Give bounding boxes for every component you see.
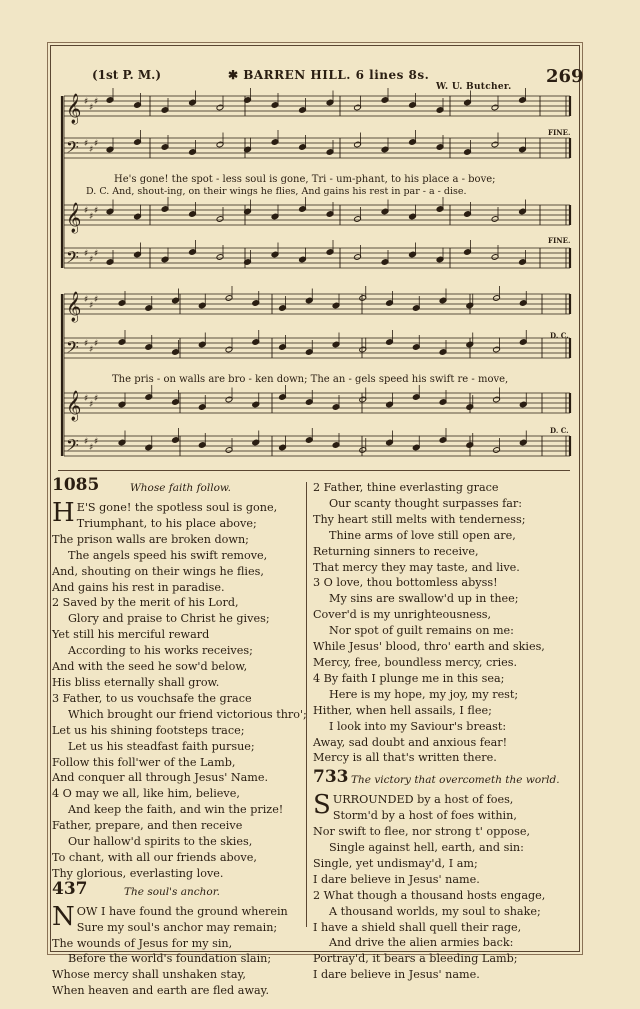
verse-line: And drive the alien armies back: <box>329 936 514 950</box>
verse-line: I look into my Saviour's breast: <box>329 719 507 733</box>
verse-line: Away, sad doubt and anxious fear! <box>313 735 508 749</box>
verse-line-text: OW I have found the ground wherein <box>76 904 288 918</box>
verse-line: Whose mercy shall unshaken stay, <box>52 968 246 982</box>
verse-line: That mercy they may taste, and live. <box>313 560 520 574</box>
sharp-icon: ♯ <box>89 345 94 355</box>
music-score <box>0 0 640 470</box>
dc-mark-2: D. C. <box>550 426 569 435</box>
verse-line: Sure my soul's anchor may remain; <box>76 920 278 934</box>
verse-line: According to his works receives; <box>68 644 253 658</box>
sharp-icon: ♯ <box>84 339 89 349</box>
sharp-icon: ♯ <box>94 437 99 447</box>
verse-line: And keep the faith, and win the prize! <box>68 803 284 817</box>
verse-line: And, shouting on their wings he flies, <box>52 564 264 578</box>
verse-line: Thine arms of love still open are, <box>329 528 516 542</box>
verse-line: Glory and praise to Christ he gives; <box>68 612 270 626</box>
hymn-437-heading <box>52 878 302 904</box>
verse-line: Mercy, free, boundless mercy, cries. <box>313 655 518 669</box>
verse-line: Before the world's foundation slain; <box>68 952 272 966</box>
sharp-icon: ♯ <box>89 255 94 265</box>
composer-name: W. U. Butcher. <box>436 82 512 92</box>
verse-line: And conquer all through Jesus' Name. <box>52 771 269 785</box>
verse-line: I have a shield shall quell their rage, <box>313 920 522 934</box>
verse-line: Our scanty thought surpasses far: <box>329 496 523 510</box>
verse-line: Single, yet undismay'd, I am; <box>313 856 478 870</box>
hymn-437-text <box>52 901 302 999</box>
verse-line: Cover'd is my unrighteousness, <box>313 608 492 622</box>
verse-line-text: URROUNDED by a host of foes, <box>332 793 514 807</box>
verse-line: Portray'd, it bears a bleeding Lamb; <box>313 952 518 966</box>
verse-line: Our hallow'd spirits to the skies, <box>68 835 253 849</box>
sharp-icon: ♯ <box>84 249 89 259</box>
sharp-icon: ♯ <box>84 97 89 107</box>
sharp-icon: ♯ <box>94 295 99 305</box>
tune-title: ✱ BARREN HILL. 6 lines 8s. <box>228 68 430 82</box>
section-divider <box>58 470 570 471</box>
sharp-icon: ♯ <box>94 249 99 259</box>
verse-line: And gains his rest in paradise. <box>52 580 225 594</box>
sharp-icon: ♯ <box>89 443 94 453</box>
drop-cap: N <box>52 901 75 932</box>
hymn-733-text <box>313 792 575 983</box>
verse-line: When heaven and earth are fled away. <box>52 984 270 998</box>
verse-line: Nor swift to flee, nor strong t' oppose, <box>313 825 531 839</box>
fine-mark-1: FINE. <box>548 128 571 137</box>
bass-clef-icon: 𝄢 <box>66 435 79 459</box>
treble-clef-icon: 𝄞 <box>66 391 82 421</box>
verse-line: 3 O love, thou bottomless abyss! <box>313 576 498 590</box>
verse-line: Let us his steadfast faith pursue; <box>68 739 255 753</box>
hymn-subtitle: The soul's anchor. <box>124 885 220 898</box>
sharp-icon: ♯ <box>84 206 89 216</box>
verse-line: 2 Father, thine everlasting grace <box>313 481 499 494</box>
verse-line: I dare believe in Jesus' name. <box>313 872 480 886</box>
sharp-icon: ♯ <box>89 400 94 410</box>
verse-line: And with the seed he sow'd below, <box>52 660 248 674</box>
bass-clef-icon: 𝄢 <box>66 337 79 361</box>
hymn-437-continued <box>313 480 575 766</box>
sharp-icon: ♯ <box>84 139 89 149</box>
sharp-icon: ♯ <box>94 339 99 349</box>
hymn-number: 733 <box>313 767 349 788</box>
hymn-number: 437 <box>52 878 88 899</box>
treble-clef-icon: 𝄞 <box>66 94 82 124</box>
lyric-line-3: The pris - on walls are bro - ken down; The an - gels speed his swift re - move, <box>112 374 509 385</box>
sharp-icon: ♯ <box>89 212 94 222</box>
verse-line: Let us his shining footsteps trace; <box>52 723 245 737</box>
verse-line: Storm'd by a host of foes within, <box>332 809 517 823</box>
verse-line: Follow this foll'wer of the Lamb, <box>52 755 236 769</box>
verse-line: Hither, when hell assails, I flee; <box>313 703 492 717</box>
hymn-number: 1085 <box>52 475 100 495</box>
verse-line: To chant, with all our friends above, <box>52 850 257 864</box>
verse-line-text: E'S gone! the spotless soul is gone, <box>76 501 278 514</box>
verse-line: A thousand worlds, my soul to shake; <box>329 904 541 918</box>
verse-line: I dare believe in Jesus' name. <box>313 968 480 982</box>
meter-label: (1st P. M.) <box>92 68 162 82</box>
sharp-icon: ♯ <box>89 301 94 311</box>
hymn-733-heading <box>313 767 575 792</box>
treble-clef-icon: 𝄞 <box>66 203 82 233</box>
verse-line: The wounds of Jesus for my sin, <box>52 936 233 950</box>
left-column <box>52 475 307 999</box>
dc-mark-1: D. C. <box>550 331 569 340</box>
drop-cap: H <box>52 498 75 528</box>
sharp-icon: ♯ <box>84 437 89 447</box>
verse-line: 4 O may we all, like him, believe, <box>52 787 240 801</box>
sharp-icon: ♯ <box>94 394 99 404</box>
hymn-1085-text <box>52 498 307 882</box>
page-number: 269 <box>546 66 584 87</box>
verse-line: Yet still his merciful reward <box>52 628 210 642</box>
verse-line: Single against hell, earth, and sin: <box>329 841 524 855</box>
drop-cap: S <box>313 790 331 821</box>
sharp-icon: ♯ <box>94 97 99 107</box>
verse-line: Here is my hope, my joy, my rest; <box>329 687 519 701</box>
lyric-line-1: He's gone! the spot - less soul is gone, Tri - um-phant, to his place a - bove; <box>114 174 496 185</box>
sharp-icon: ♯ <box>94 206 99 216</box>
sharp-icon: ♯ <box>89 145 94 155</box>
verse-line: Nor spot of guilt remains on me: <box>329 624 514 638</box>
verse-line: The prison walls are broken down; <box>52 532 249 546</box>
verse-line: 4 By faith I plunge me in this sea; <box>313 671 505 685</box>
verse-line: Returning sinners to receive, <box>313 544 479 558</box>
verse-line: Thy glorious, everlasting love. <box>52 866 224 880</box>
lyric-line-2: D. C. And, shout-ing, on their wings he flies, And gains his rest in par - a - dise. <box>86 186 467 197</box>
sharp-icon: ♯ <box>84 394 89 404</box>
verse-line: Thy heart still melts with tenderness; <box>313 512 526 526</box>
hymn-subtitle: The victory that overcometh the world. <box>351 774 560 787</box>
verse-line: Which brought our friend victorious thro'; <box>68 707 307 721</box>
bass-clef-icon: 𝄢 <box>66 137 79 161</box>
sharp-icon: ♯ <box>89 103 94 113</box>
sharp-icon: ♯ <box>84 295 89 305</box>
sharp-icon: ♯ <box>94 139 99 149</box>
column-divider <box>306 482 307 927</box>
verse-line: The angels speed his swift remove, <box>68 548 268 562</box>
bass-clef-icon: 𝄢 <box>66 247 79 271</box>
verse-line: Triumphant, to his place above; <box>76 516 257 530</box>
verse-line: His bliss eternally shall grow. <box>52 675 220 689</box>
treble-clef-icon: 𝄞 <box>66 292 82 322</box>
verse-line: Father, prepare, and then receive <box>52 819 243 833</box>
verse-line: My sins are swallow'd up in thee; <box>329 592 519 606</box>
fine-mark-2: FINE. <box>548 236 571 245</box>
right-column <box>313 480 575 983</box>
verse-line: 2 What though a thousand hosts engage, <box>313 888 546 902</box>
verse-line: 2 Saved by the merit of his Lord, <box>52 596 239 610</box>
verse-line: 3 Father, to us vouchsafe the grace <box>52 691 252 705</box>
hymn-subtitle: Whose faith follow. <box>130 482 231 494</box>
verse-line: While Jesus' blood, thro' earth and skies, <box>313 640 545 654</box>
hymn-1085-heading <box>52 475 302 500</box>
verse-line: Mercy is all that's written there. <box>313 751 497 765</box>
